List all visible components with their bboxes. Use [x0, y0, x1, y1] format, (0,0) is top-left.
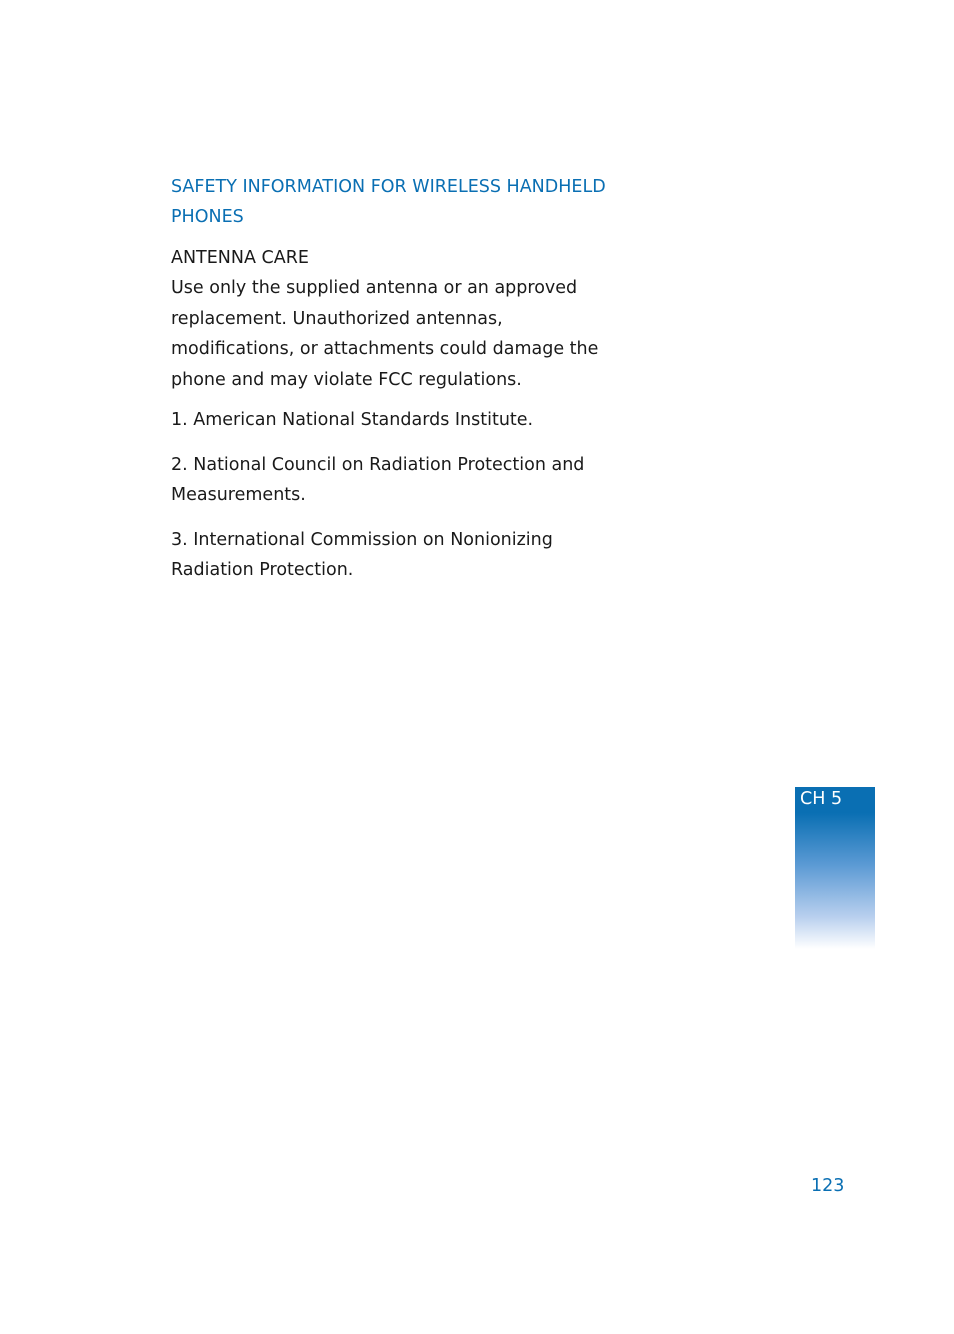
antenna-care-body: Use only the supplied antenna or an approved replacement. Unauthorized antennas, modifications, or attachments could damage the phone and may violate FCC regulations. — [171, 278, 599, 390]
footnote-1: 1. American National Standards Institute. — [171, 410, 534, 430]
footnotes — [171, 405, 611, 586]
footnote-3: 3. International Commission on Nonionizing Radiation Protection. — [171, 529, 553, 580]
antenna-care-heading: ANTENNA CARE — [171, 248, 309, 268]
chapter-tab — [795, 787, 875, 949]
section-title: SAFETY INFORMATION FOR WIRELESS HANDHELD PHONES — [171, 177, 606, 227]
page-number: 123 — [811, 1176, 845, 1196]
page-content — [171, 172, 611, 600]
chapter-label: CH 5 — [800, 789, 843, 809]
footnote-2: 2. National Council on Radiation Protection and Measurements. — [171, 454, 585, 505]
